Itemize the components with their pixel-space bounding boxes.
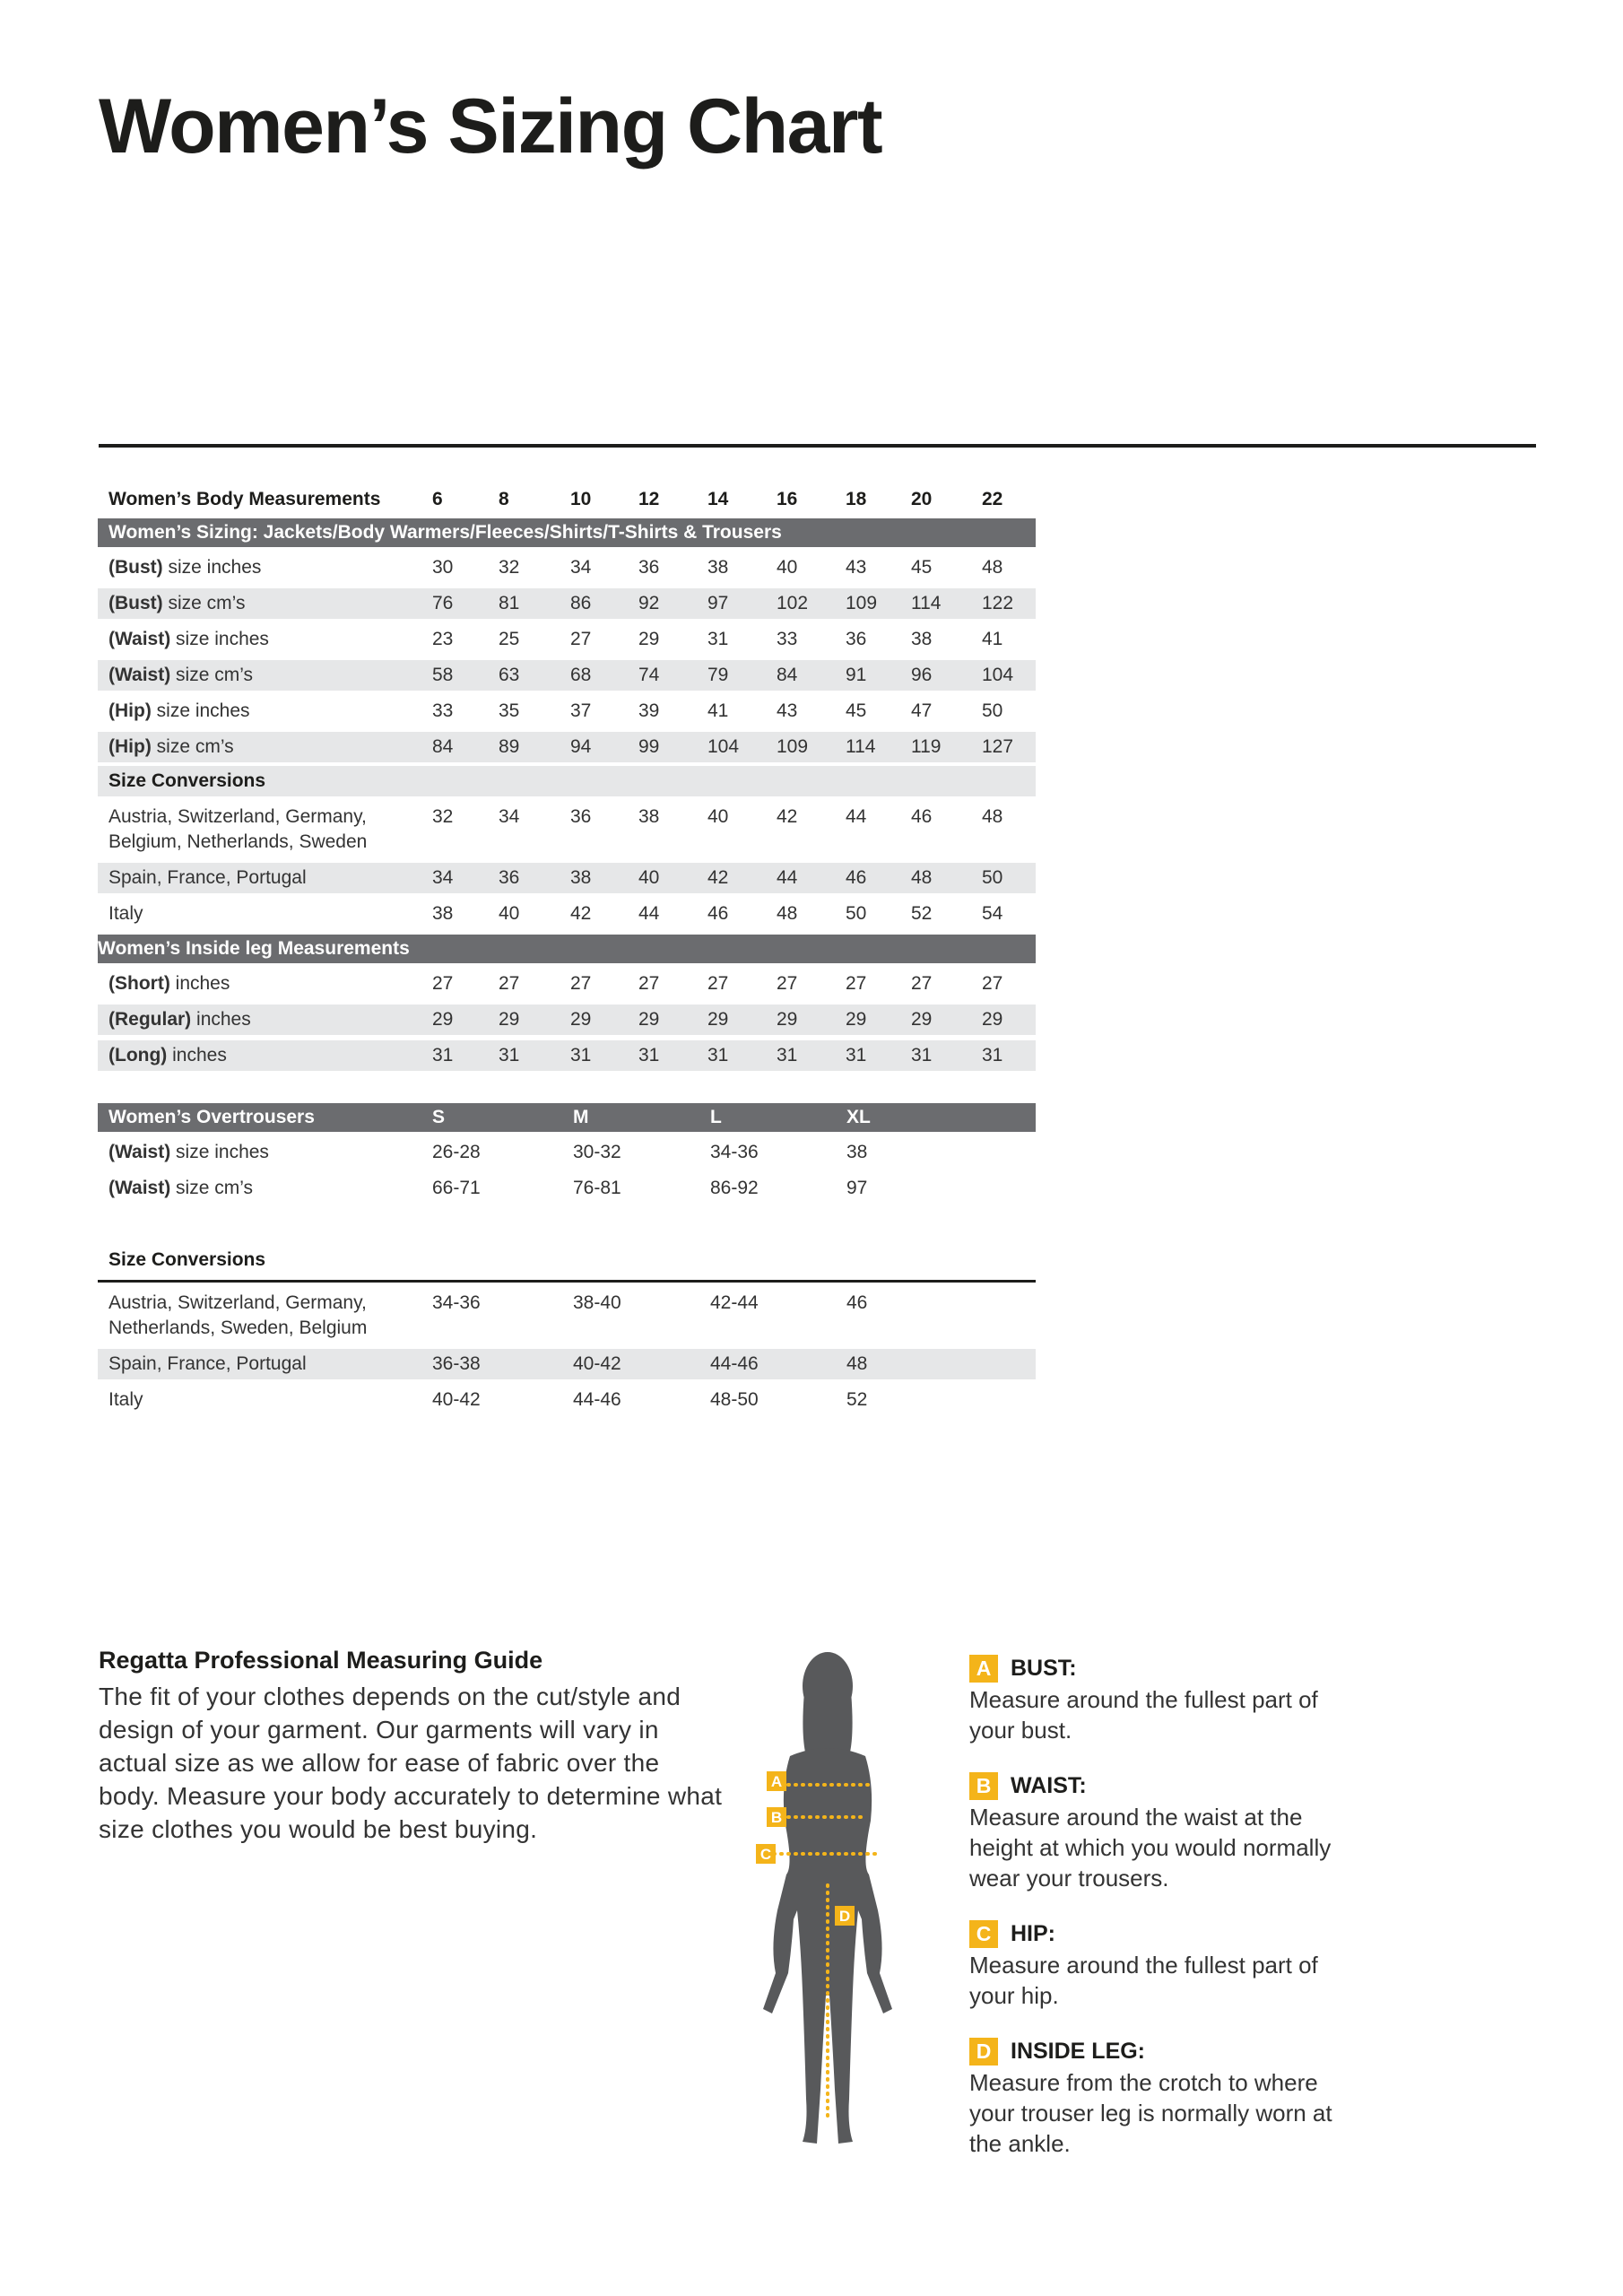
size-header: 22 — [982, 489, 1003, 509]
legend-title: HIP: — [1011, 1921, 1055, 1946]
size-header: 12 — [638, 489, 660, 509]
row-label — [108, 552, 261, 583]
table-cell: 23 — [432, 629, 454, 649]
table-cell: 27 — [570, 973, 592, 994]
row-label-bold: (Short) — [108, 973, 170, 994]
size-header: M — [573, 1107, 589, 1127]
table-cell: 38 — [707, 557, 729, 578]
table-cell: 45 — [846, 700, 867, 721]
table-cell: 114 — [911, 593, 942, 613]
table-cell: 42 — [777, 806, 798, 827]
table-header-label: Women’s Body Measurements — [108, 489, 381, 509]
legend-text: Measure from the crotch to where your trouser leg is normally worn at the ankle. — [969, 2069, 1332, 2157]
row-label-bold: (Bust) — [108, 557, 163, 578]
table-cell: 29 — [846, 1009, 867, 1030]
overtrousers-table — [98, 1103, 1036, 1415]
table-cell: 31 — [432, 1045, 454, 1065]
size-conversions-row — [98, 766, 1036, 796]
table-row — [98, 732, 1036, 762]
table-header-row — [98, 484, 1036, 518]
table-row — [98, 624, 1036, 655]
row-label: Spain, France, Portugal — [108, 867, 307, 888]
legend-title: BUST: — [1011, 1656, 1077, 1681]
marker-c: C — [759, 1846, 772, 1863]
row-label-rest: inches — [169, 973, 230, 994]
table-cell: 96 — [911, 665, 933, 685]
table-cell: 52 — [846, 1389, 868, 1410]
row-label-rest: size cm’s — [170, 665, 254, 685]
body-measurements-table — [98, 484, 1036, 1071]
table-cell: 38 — [911, 629, 933, 649]
table-cell: 50 — [846, 903, 867, 924]
table-cell: 58 — [432, 665, 454, 685]
table-cell: 27 — [777, 973, 798, 994]
table-cell: 37 — [570, 700, 592, 721]
table-row — [98, 588, 1036, 619]
table-cell: 97 — [707, 593, 729, 613]
table-cell: 46 — [911, 806, 933, 827]
row-label-bold: (Bust) — [108, 593, 163, 613]
table-cell: 102 — [777, 593, 809, 613]
overtrousers-header-row — [98, 1103, 1036, 1132]
table-cell: 81 — [499, 593, 520, 613]
table-row — [98, 1288, 1036, 1344]
table-row — [98, 1004, 1036, 1035]
table-cell: 36 — [499, 867, 520, 888]
table-cell: 40 — [777, 557, 798, 578]
row-label — [108, 1040, 227, 1071]
row-label-bold: (Hip) — [108, 700, 152, 721]
table-cell: 50 — [982, 700, 1003, 721]
measure-rows — [98, 547, 1036, 762]
overtrousers-conversion-rows — [98, 1288, 1036, 1415]
table-cell: 40 — [707, 806, 729, 827]
table-row — [98, 1040, 1036, 1071]
table-cell: 52 — [911, 903, 933, 924]
size-conversions-row — [98, 1245, 1036, 1283]
table-cell: 38 — [846, 1142, 868, 1162]
marker-d: D — [838, 1908, 851, 1925]
table-cell: 31 — [707, 1045, 729, 1065]
table-cell: 97 — [846, 1178, 868, 1198]
table-cell: 31 — [982, 1045, 1003, 1065]
row-label-rest: size inches — [170, 629, 269, 649]
table-row — [98, 1173, 1036, 1204]
row-label-rest: size inches — [151, 700, 250, 721]
size-conversions-label: Size Conversions — [108, 770, 266, 791]
size-conversions-label: Size Conversions — [108, 1249, 266, 1270]
size-header: XL — [846, 1107, 871, 1127]
row-label — [108, 588, 245, 619]
section-header-sizing — [98, 518, 1036, 547]
legend-badge: D — [969, 2038, 998, 2066]
table-header-label: Women’s Overtrousers — [108, 1107, 315, 1127]
table-cell: 48 — [911, 867, 933, 888]
table-cell: 48 — [777, 903, 798, 924]
table-cell: 42-44 — [710, 1292, 759, 1313]
row-label-bold: (Waist) — [108, 629, 171, 649]
row-label — [108, 660, 253, 691]
table-cell: 104 — [707, 736, 740, 757]
table-cell: 43 — [846, 557, 867, 578]
table-cell: 27 — [846, 973, 867, 994]
table-cell: 76 — [432, 593, 454, 613]
table-cell: 29 — [777, 1009, 798, 1030]
title-divider — [99, 444, 1536, 448]
table-cell: 27 — [707, 973, 729, 994]
legend-item-waist — [969, 1772, 1346, 1893]
size-header: 10 — [570, 489, 592, 509]
size-header: L — [710, 1107, 722, 1127]
table-cell: 32 — [432, 806, 454, 827]
table-cell: 27 — [911, 973, 933, 994]
row-label-bold: (Hip) — [108, 736, 152, 757]
table-cell: 33 — [432, 700, 454, 721]
size-header: 18 — [846, 489, 867, 509]
conversion-rows — [98, 802, 1036, 929]
table-cell: 68 — [570, 665, 592, 685]
table-cell: 40-42 — [432, 1389, 481, 1410]
table-cell: 36 — [570, 806, 592, 827]
table-cell: 29 — [638, 1009, 660, 1030]
table-cell: 114 — [846, 736, 876, 757]
table-cell: 86-92 — [710, 1178, 759, 1198]
table-cell: 31 — [499, 1045, 520, 1065]
table-cell: 43 — [777, 700, 798, 721]
table-row — [98, 696, 1036, 726]
section-title: Women’s Sizing: Jackets/Body Warmers/Fleeces/Shirts/T-Shirts & Trousers — [108, 522, 782, 543]
table-cell: 33 — [777, 629, 798, 649]
table-cell: 29 — [638, 629, 660, 649]
section-header-inside-leg — [98, 935, 1036, 963]
table-cell: 44-46 — [573, 1389, 621, 1410]
table-cell: 30 — [432, 557, 454, 578]
row-label — [108, 1137, 269, 1168]
table-cell: 48 — [846, 1353, 868, 1374]
row-label: Italy — [108, 1389, 143, 1410]
size-header: 14 — [707, 489, 729, 509]
legend-text: Measure around the waist at the height at which you would normally wear your trousers. — [969, 1804, 1332, 1892]
table-cell: 31 — [638, 1045, 660, 1065]
legend-badge: B — [969, 1772, 998, 1800]
size-header: S — [432, 1107, 446, 1127]
table-cell: 38-40 — [573, 1292, 621, 1313]
table-cell: 38 — [432, 903, 454, 924]
table-cell: 29 — [911, 1009, 933, 1030]
table-row — [98, 899, 1036, 929]
table-row — [98, 552, 1036, 583]
table-row — [98, 863, 1036, 893]
table-cell: 34 — [570, 557, 592, 578]
guide-heading: Regatta Professional Measuring Guide — [99, 1647, 543, 1674]
table-cell: 86 — [570, 593, 592, 613]
row-label-rest: inches — [191, 1009, 251, 1030]
table-cell: 66-71 — [432, 1178, 481, 1198]
table-cell: 46 — [846, 867, 867, 888]
row-label-rest: size cm’s — [162, 593, 246, 613]
section-title: Women’s Inside leg Measurements — [98, 938, 410, 959]
table-cell: 44 — [846, 806, 867, 827]
table-cell: 29 — [432, 1009, 454, 1030]
table-cell: 48 — [982, 806, 1003, 827]
table-cell: 27 — [638, 973, 660, 994]
table-cell: 41 — [707, 700, 729, 721]
table-cell: 34-36 — [710, 1142, 759, 1162]
measuring-guide — [99, 1647, 726, 1846]
table-cell: 99 — [638, 736, 660, 757]
table-cell: 29 — [499, 1009, 520, 1030]
table-row — [98, 1349, 1036, 1379]
table-cell: 36 — [638, 557, 660, 578]
table-cell: 89 — [499, 736, 520, 757]
legend-title: WAIST: — [1011, 1773, 1087, 1798]
table-cell: 29 — [707, 1009, 729, 1030]
table-cell: 76-81 — [573, 1178, 621, 1198]
table-cell: 30-32 — [573, 1142, 621, 1162]
table-cell: 40-42 — [573, 1353, 621, 1374]
legend-text: Measure around the fullest part of your hip. — [969, 1952, 1318, 2009]
page-title: Women’s Sizing Chart — [99, 83, 882, 170]
table-cell: 27 — [499, 973, 520, 994]
legend-title: INSIDE LEG: — [1011, 2039, 1146, 2064]
size-header: 8 — [499, 489, 509, 509]
table-cell: 34 — [499, 806, 520, 827]
table-row — [98, 1385, 1036, 1415]
marker-a: A — [770, 1773, 783, 1790]
table-cell: 48 — [982, 557, 1003, 578]
legend-badge: A — [969, 1655, 998, 1683]
table-cell: 54 — [982, 903, 1003, 924]
table-cell: 38 — [638, 806, 660, 827]
legend-item-hip — [969, 1920, 1346, 2011]
table-cell: 34-36 — [432, 1292, 481, 1313]
row-label: Austria, Switzerland, Germany, Belgium, Netherlands, Sweden — [108, 806, 368, 852]
row-label-bold: (Regular) — [108, 1009, 192, 1030]
table-cell: 41 — [982, 629, 1003, 649]
row-label-bold: (Long) — [108, 1045, 168, 1065]
legend-item-bust — [969, 1655, 1346, 1745]
table-cell: 36 — [846, 629, 867, 649]
table-cell: 91 — [846, 665, 867, 685]
table-cell: 25 — [499, 629, 520, 649]
table-cell: 26-28 — [432, 1142, 481, 1162]
table-cell: 122 — [982, 593, 1014, 613]
table-cell: 38 — [570, 867, 592, 888]
table-cell: 79 — [707, 665, 729, 685]
table-cell: 31 — [777, 1045, 798, 1065]
table-cell: 46 — [846, 1292, 868, 1313]
table-cell: 31 — [707, 629, 729, 649]
table-cell: 40 — [499, 903, 520, 924]
table-cell: 29 — [570, 1009, 592, 1030]
legend-text: Measure around the fullest part of your bust. — [969, 1686, 1318, 1744]
table-cell: 35 — [499, 700, 520, 721]
table-cell: 119 — [911, 736, 942, 757]
body-silhouette — [749, 1650, 906, 2152]
row-label-rest: size cm’s — [170, 1178, 254, 1198]
table-cell: 31 — [570, 1045, 592, 1065]
table-cell: 46 — [707, 903, 729, 924]
row-label: Italy — [108, 903, 143, 924]
row-label — [108, 1004, 251, 1035]
table-cell: 32 — [499, 557, 520, 578]
size-header: 20 — [911, 489, 933, 509]
table-cell: 109 — [777, 736, 809, 757]
table-cell: 48-50 — [710, 1389, 759, 1410]
table-cell: 104 — [982, 665, 1014, 685]
row-label-bold: (Waist) — [108, 1142, 171, 1162]
table-cell: 50 — [982, 867, 1003, 888]
row-label: Austria, Switzerland, Germany, Netherlands, Sweden, Belgium — [108, 1292, 368, 1338]
table-cell: 27 — [570, 629, 592, 649]
table-cell: 47 — [911, 700, 933, 721]
measurement-legend — [969, 1655, 1346, 2186]
table-cell: 109 — [846, 593, 878, 613]
row-label: Spain, France, Portugal — [108, 1353, 307, 1374]
table-row — [98, 969, 1036, 999]
table-cell: 94 — [570, 736, 592, 757]
table-cell: 27 — [982, 973, 1003, 994]
table-cell: 44 — [777, 867, 798, 888]
size-header: 6 — [432, 489, 443, 509]
table-cell: 63 — [499, 665, 520, 685]
row-label-bold: (Waist) — [108, 1178, 171, 1198]
legend-badge: C — [969, 1920, 998, 1948]
row-label — [108, 969, 230, 999]
table-cell: 127 — [982, 736, 1014, 757]
legend-item-inside-leg — [969, 2038, 1346, 2159]
table-cell: 44-46 — [710, 1353, 759, 1374]
table-cell: 34 — [432, 867, 454, 888]
row-label — [108, 624, 269, 655]
overtrousers-rows — [98, 1137, 1036, 1204]
row-label — [108, 1173, 253, 1204]
leg-rows — [98, 969, 1036, 1071]
table-cell: 74 — [638, 665, 660, 685]
table-row — [98, 660, 1036, 691]
table-cell: 40 — [638, 867, 660, 888]
row-label — [108, 732, 234, 762]
table-cell: 29 — [982, 1009, 1003, 1030]
table-cell: 42 — [707, 867, 729, 888]
table-row — [98, 1137, 1036, 1168]
row-label-rest: size cm’s — [151, 736, 234, 757]
table-cell: 31 — [911, 1045, 933, 1065]
table-cell: 27 — [432, 973, 454, 994]
marker-b: B — [770, 1809, 783, 1826]
row-label-bold: (Waist) — [108, 665, 171, 685]
table-cell: 39 — [638, 700, 660, 721]
row-label-rest: size inches — [170, 1142, 269, 1162]
table-cell: 31 — [846, 1045, 867, 1065]
table-cell: 44 — [638, 903, 660, 924]
guide-body: The fit of your clothes depends on the cut/style and design of your garment. Our garments will vary in actual size as we allow for ease of fabric over the body. Measure your body accurately to determine what size clothes you would be best buying. — [99, 1683, 723, 1843]
table-cell: 84 — [777, 665, 798, 685]
table-row — [98, 802, 1036, 857]
table-cell: 92 — [638, 593, 660, 613]
row-label-rest: size inches — [162, 557, 262, 578]
size-header: 16 — [777, 489, 798, 509]
row-label — [108, 696, 250, 726]
table-cell: 84 — [432, 736, 454, 757]
table-cell: 36-38 — [432, 1353, 481, 1374]
table-cell: 42 — [570, 903, 592, 924]
row-label-rest: inches — [167, 1045, 227, 1065]
table-cell: 45 — [911, 557, 933, 578]
